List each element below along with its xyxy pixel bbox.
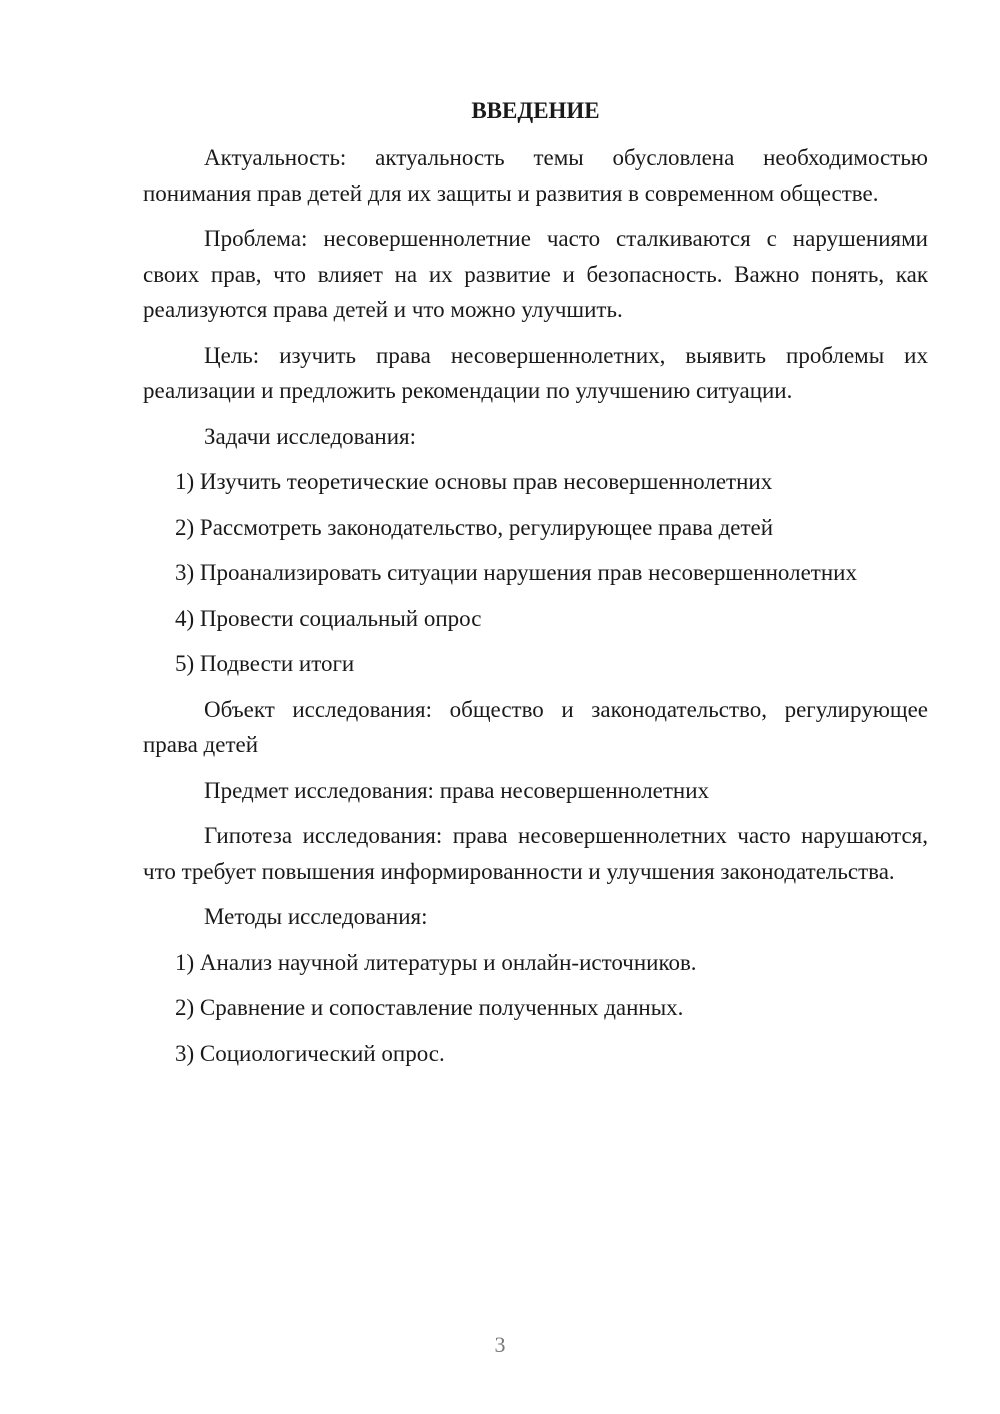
list-item: 2) Сравнение и сопоставление полученных данных. [175,995,684,1020]
tasks-title: Задачи исследования: [204,423,417,449]
list-item: 3) Проанализировать ситуации нарушения прав несовершеннолетних [175,560,857,585]
object-paragraph: Объект исследования: общество и законодательство, регулирующее права детей [143,696,928,757]
list-item: 1) Анализ научной литературы и онлайн-источников. [175,949,697,975]
page-number: 3 [494,1332,506,1357]
goal-paragraph: Цель: изучить права несовершеннолетних, выявить проблемы их реализации и предложить рекомендации по улучшению ситуации. [143,342,928,403]
relevance-paragraph: Актуальность: актуальность темы обусловлена необходимостью понимания прав детей для их защиты и развития в современном обществе. [143,145,928,206]
page-content [143,95,928,1081]
subject-paragraph: Предмет исследования: права несовершеннолетних [204,777,710,803]
list-item: 5) Подвести итоги [175,651,355,676]
section-heading: ВВЕДЕНИЕ [471,98,600,123]
list-item: 1) Изучить теоретические основы прав несовершеннолетних [175,469,773,494]
methods-list [143,945,928,1072]
list-item: 4) Провести социальный опрос [175,605,482,631]
methods-title: Методы исследования: [204,904,428,929]
problem-paragraph: Проблема: несовершеннолетние часто сталкиваются с нарушениями своих прав, что влияет на их развитие и безопасность. Важно понять, как реализуются права детей и что можно улучшить. [143,226,928,322]
list-item: 2) Рассмотреть законодательство, регулирующее права детей [175,514,774,540]
list-item: 3) Социологический опрос. [175,1040,445,1066]
hypothesis-paragraph: Гипотеза исследования: права несовершеннолетних часто нарушаются, что требует повышения информированности и улучшения законодательства. [143,823,928,884]
tasks-list [143,464,928,682]
